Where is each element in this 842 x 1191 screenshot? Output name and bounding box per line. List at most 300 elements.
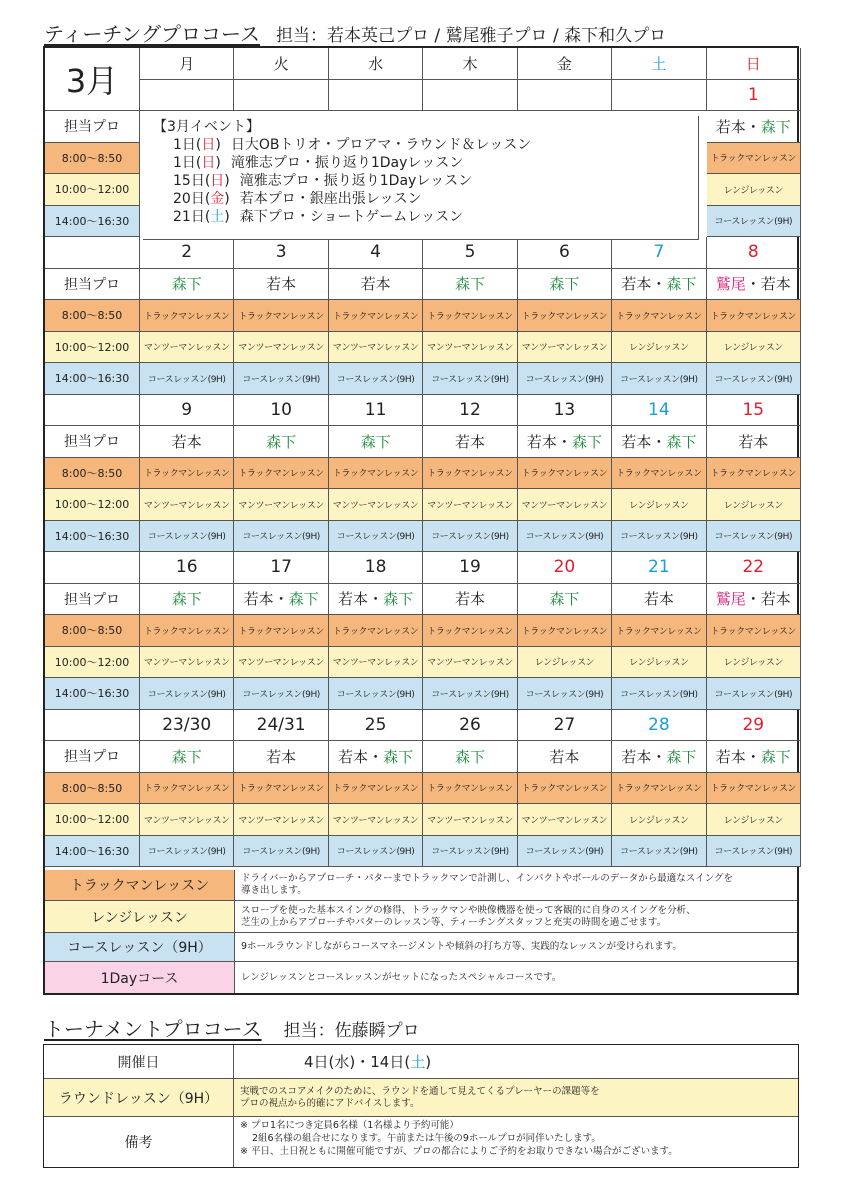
pro-separator: ・ [745, 275, 761, 294]
lesson-slot[interactable]: コースレッスン(9H) [140, 521, 234, 553]
row-label-pro: 担当プロ [45, 584, 140, 616]
lesson-slot[interactable]: マンツーマンレッスン [518, 332, 612, 364]
lesson-slot[interactable]: マンツーマンレッスン [140, 804, 234, 836]
pro-name: 若本 [621, 432, 652, 451]
day-number: 9 [140, 395, 234, 427]
row-label-slot3: 14:00～16:30 [45, 206, 140, 238]
lesson-slot[interactable]: マンツーマンレッスン [329, 804, 423, 836]
round-desc-line: 実戦でのスコアメイクのために、ラウンドを通して見えてくるプレーヤーの課題等を [240, 1085, 600, 1097]
lesson-slot[interactable]: コースレッスン(9H) [707, 363, 801, 395]
lesson-slot[interactable]: コースレッスン(9H) [423, 836, 517, 868]
lesson-slot[interactable]: コースレッスン(9H) [423, 678, 517, 710]
day-number: 21 [612, 552, 706, 584]
pro-separator: ・ [651, 747, 667, 766]
monthly-schedule-table [43, 46, 799, 995]
legend-name: レンジレッスン [45, 901, 235, 932]
pro-name: 森下 [383, 590, 414, 609]
event-dow: 日 [201, 137, 216, 153]
lesson-slot[interactable]: トラックマンレッスン [707, 300, 801, 332]
lesson-slot[interactable]: レンジレッスン [612, 647, 706, 679]
lesson-slot[interactable]: トラックマンレッスン [234, 458, 328, 490]
day-number: 7 [612, 237, 706, 269]
lesson-slot[interactable]: マンツーマンレッスン [423, 332, 517, 364]
pro-name: 森下 [454, 747, 485, 766]
tournament-table [43, 1044, 799, 1168]
lesson-slot[interactable]: コースレッスン(9H) [423, 521, 517, 553]
row-label-slot2: 10:00～12:00 [45, 804, 140, 836]
lesson-slot[interactable]: トラックマンレッスン [140, 458, 234, 490]
month-label: 3月 [45, 48, 140, 111]
lesson-slot[interactable]: コースレッスン(9H) [140, 836, 234, 868]
pro-name: 若本 [454, 590, 485, 609]
event-item: 1日(日) 日大OBトリオ・プロアマ・ラウンド＆レッスン [173, 137, 532, 153]
assigned-pro [329, 269, 423, 301]
pro-name: 若本 [760, 590, 791, 609]
pro-name: 森下 [760, 117, 791, 136]
pro-separator: ・ [651, 432, 667, 451]
tournament-course-title: トーナメントプロコース [44, 1017, 262, 1041]
day-row-label [45, 395, 140, 427]
event-item: 20日(金) 若本プロ・銀座出張レッスン [173, 191, 422, 207]
assigned-pro [329, 426, 423, 458]
assigned-pro [707, 269, 801, 301]
day-number: 2 [140, 237, 234, 269]
tournament-date-close: ) [425, 1052, 432, 1071]
event-text: 森下プロ・ショートゲームレッスン [239, 209, 464, 225]
lesson-slot[interactable]: コースレッスン(9H) [518, 521, 612, 553]
tournament-date-row [44, 1045, 798, 1079]
events-list [153, 136, 698, 226]
lesson-slot[interactable]: トラックマンレッスン [707, 458, 801, 490]
lesson-slot[interactable]: レンジレッスン [612, 489, 706, 521]
tournament-staff: 担当：佐藤瞬プロ [283, 1021, 420, 1041]
events-heading: 【3月イベント】 [153, 119, 260, 135]
row-label-slot1: 8:00～8:50 [45, 773, 140, 805]
day-empty [423, 80, 517, 112]
lesson-slot[interactable]: マンツーマンレッスン [329, 489, 423, 521]
assigned-pro [423, 584, 517, 616]
lesson-slot[interactable]: コースレッスン(9H) [518, 363, 612, 395]
assigned-pro [518, 426, 612, 458]
row-label-slot1: 8:00～8:50 [45, 458, 140, 490]
pro-name: 森下 [171, 275, 202, 294]
row-label-slot3: 14:00～16:30 [45, 521, 140, 553]
lesson-slot[interactable]: レンジレッスン [612, 332, 706, 364]
pro-name: 森下 [383, 747, 414, 766]
assigned-pro [234, 741, 328, 773]
row-label-pro: 担当プロ [45, 426, 140, 458]
lesson-slot[interactable]: トラックマンレッスン [612, 773, 706, 805]
assigned-pro [518, 584, 612, 616]
day-empty [234, 80, 328, 112]
lesson-slot[interactable]: マンツーマンレッスン [329, 647, 423, 679]
lesson-slot[interactable]: コースレッスン(9H) [707, 678, 801, 710]
lesson-slot[interactable]: トラックマンレッスン [234, 615, 328, 647]
day-row-label [45, 710, 140, 742]
pro-name: 森下 [666, 747, 697, 766]
assigned-pro [329, 741, 423, 773]
lesson-slot[interactable]: マンツーマンレッスン [234, 332, 328, 364]
day-number: 5 [423, 237, 517, 269]
tournament-title-block [44, 1013, 420, 1042]
legend-desc-line: 芝生の上からアプローチやパターのレッスン等、ティーチングスタッフと充実の時間を過ごせます。 [241, 916, 667, 928]
pro-name: 若本 [621, 275, 652, 294]
legend-row [45, 901, 797, 933]
day-number: 24/31 [234, 710, 328, 742]
day-number: 20 [518, 552, 612, 584]
lesson-slot[interactable]: トラックマンレッスン [234, 773, 328, 805]
note-line: ※ 平日、土日祝ともに開催可能ですが、プロの都合によりご予約をお取りできない場合がございます。 [240, 1146, 678, 1157]
row-label-slot3: 14:00～16:30 [45, 836, 140, 868]
tournament-notes-label: 備考 [44, 1117, 234, 1167]
day-empty [140, 80, 234, 112]
lesson-slot[interactable]: レンジレッスン [707, 174, 801, 206]
lesson-slot[interactable]: トラックマンレッスン [140, 773, 234, 805]
lesson-slot[interactable]: レンジレッスン [707, 332, 801, 364]
pro-separator: ・ [745, 590, 761, 609]
weekday-header-6: 土 [612, 48, 706, 80]
day-empty [329, 80, 423, 112]
lesson-slot[interactable]: マンツーマンレッスン [423, 804, 517, 836]
lesson-slot[interactable]: コースレッスン(9H) [234, 678, 328, 710]
teaching-course-title: ティーチングプロコース [44, 22, 260, 46]
row-label-pro: 担当プロ [45, 741, 140, 773]
day-number: 4 [329, 237, 423, 269]
lesson-slot[interactable]: トラックマンレッスン [518, 458, 612, 490]
legend-name: 1Dayコース [45, 962, 235, 993]
legend-desc [235, 962, 797, 993]
tournament-date-text: 4日(水)・14日( [304, 1053, 411, 1071]
pro-name: 森下 [266, 432, 297, 451]
assigned-pro [707, 111, 801, 143]
lesson-slot[interactable]: マンツーマンレッスン [518, 489, 612, 521]
lesson-slot[interactable]: レンジレッスン [612, 804, 706, 836]
assigned-pro [612, 426, 706, 458]
event-text: 滝雅志プロ・振り返り1Dayレッスン [239, 173, 473, 189]
assigned-pro [707, 584, 801, 616]
lesson-slot[interactable]: コースレッスン(9H) [612, 521, 706, 553]
pro-name: 若本 [338, 747, 369, 766]
lesson-slot[interactable]: コースレッスン(9H) [140, 678, 234, 710]
assigned-pro [234, 426, 328, 458]
day-number: 12 [423, 395, 517, 427]
lesson-slot[interactable]: レンジレッスン [518, 647, 612, 679]
weekday-header-3: 水 [329, 48, 423, 80]
pro-name: 若本 [738, 432, 769, 451]
day-number: 19 [423, 552, 517, 584]
day-number: 29 [707, 710, 801, 742]
lesson-slot[interactable]: レンジレッスン [707, 489, 801, 521]
lesson-slot[interactable]: レンジレッスン [707, 804, 801, 836]
row-label-slot1: 8:00～8:50 [45, 615, 140, 647]
day-row-label [45, 552, 140, 584]
pro-name: 鷲尾 [715, 590, 746, 609]
lesson-slot[interactable]: コースレッスン(9H) [329, 678, 423, 710]
assigned-pro [612, 269, 706, 301]
lesson-slot[interactable]: マンツーマンレッスン [234, 489, 328, 521]
lesson-slot[interactable]: コースレッスン(9H) [707, 206, 801, 238]
lesson-slot[interactable]: トラックマンレッスン [329, 615, 423, 647]
tournament-round-desc [234, 1079, 798, 1116]
lesson-slot[interactable]: トラックマンレッスン [518, 615, 612, 647]
lesson-slot[interactable]: マンツーマンレッスン [234, 804, 328, 836]
pro-separator: ・ [651, 275, 667, 294]
event-item: 21日(土) 森下プロ・ショートゲームレッスン [173, 209, 464, 225]
day-empty [518, 80, 612, 112]
event-date: 1日 [173, 137, 196, 153]
lesson-slot[interactable]: コースレッスン(9H) [329, 521, 423, 553]
pro-name: 若本 [760, 275, 791, 294]
tournament-round-label: ラウンドレッスン（9H） [44, 1079, 234, 1116]
legend-desc-line: スロープを使った基本スイングの修得、トラックマンや映像機器を使って客観的に自身のスイングを分析、 [241, 904, 696, 916]
lesson-slot[interactable]: コースレッスン(9H) [329, 836, 423, 868]
pro-name: 若本 [360, 275, 391, 294]
legend-desc [235, 901, 797, 932]
day-number: 26 [423, 710, 517, 742]
pro-name: 森下 [171, 747, 202, 766]
pro-name: 若本 [243, 590, 274, 609]
weekday-header-7: 日 [707, 48, 801, 80]
lesson-slot[interactable]: コースレッスン(9H) [234, 836, 328, 868]
tournament-notes-row [44, 1117, 798, 1167]
pro-separator: ・ [745, 117, 761, 136]
day-row-label [45, 237, 140, 269]
assigned-pro [234, 584, 328, 616]
event-text: 滝雅志プロ・振り返り1Dayレッスン [230, 155, 464, 171]
legend-desc-line: レンジレッスンとコースレッスンがセットになったスペシャルコースです。 [241, 971, 562, 983]
lesson-slot[interactable]: トラックマンレッスン [423, 300, 517, 332]
weekday-header-4: 木 [423, 48, 517, 80]
legend-row [45, 962, 797, 993]
legend-desc-line: ドライバーからアプローチ・パターまでトラックマンで計測し、インパクトやボールのデータから最適なスイングを [241, 873, 733, 884]
lesson-slot[interactable]: コースレッスン(9H) [612, 678, 706, 710]
event-date: 15日 [173, 173, 205, 189]
day-number: 23/30 [140, 710, 234, 742]
day-number: 18 [329, 552, 423, 584]
legend-desc [235, 870, 797, 900]
lesson-slot[interactable]: コースレッスン(9H) [329, 363, 423, 395]
day-number: 10 [234, 395, 328, 427]
pro-name: 若本 [715, 117, 746, 136]
lesson-slot[interactable]: マンツーマンレッスン [518, 804, 612, 836]
lesson-slot[interactable]: トラックマンレッスン [329, 773, 423, 805]
day-number: 3 [234, 237, 328, 269]
lesson-slot[interactable]: コースレッスン(9H) [518, 678, 612, 710]
lesson-slot[interactable]: トラックマンレッスン [423, 458, 517, 490]
event-dow: 日 [201, 155, 216, 171]
pro-name: 森下 [171, 590, 202, 609]
lesson-slot[interactable]: コースレッスン(9H) [612, 836, 706, 868]
assigned-pro [423, 269, 517, 301]
teaching-staff: 担当：若本英己プロ / 鷲尾雅子プロ / 森下和久プロ [276, 26, 667, 46]
assigned-pro [518, 269, 612, 301]
teaching-title-block [44, 18, 666, 47]
row-label-slot2: 10:00～12:00 [45, 489, 140, 521]
pro-name: 森下 [666, 432, 697, 451]
pro-name: 森下 [571, 432, 602, 451]
note-line: ※ プロ1名につき定員6名様（1名様より予約可能） [240, 1120, 459, 1131]
pro-name: 若本 [526, 432, 557, 451]
pro-name: 森下 [549, 275, 580, 294]
pro-name: 若本 [621, 747, 652, 766]
event-date: 1日 [173, 155, 196, 171]
day-number: 14 [612, 395, 706, 427]
row-label-slot1: 8:00～8:50 [45, 143, 140, 175]
day-number: 6 [518, 237, 612, 269]
day-number: 16 [140, 552, 234, 584]
row-label-slot2: 10:00～12:00 [45, 174, 140, 206]
lesson-slot[interactable]: マンツーマンレッスン [423, 489, 517, 521]
pro-name: 森下 [360, 432, 391, 451]
day-number: 8 [707, 237, 801, 269]
assigned-pro [140, 269, 234, 301]
weekday-header-5: 金 [518, 48, 612, 80]
lesson-slot[interactable]: マンツーマンレッスン [140, 489, 234, 521]
assigned-pro [140, 741, 234, 773]
row-label-slot2: 10:00～12:00 [45, 647, 140, 679]
pro-name: 若本 [266, 747, 297, 766]
day-number: 15 [707, 395, 801, 427]
event-item: 1日(日) 滝雅志プロ・振り返り1Dayレッスン [173, 155, 464, 171]
tournament-round-row [44, 1079, 798, 1117]
assigned-pro [707, 741, 801, 773]
day-number: 27 [518, 710, 612, 742]
row-label-slot2: 10:00～12:00 [45, 332, 140, 364]
pro-name: 森下 [760, 747, 791, 766]
legend-row [45, 933, 797, 962]
event-dow: 土 [210, 209, 225, 225]
pro-name: 鷲尾 [715, 275, 746, 294]
lesson-slot[interactable]: トラックマンレッスン [140, 615, 234, 647]
note-line: 2組6名様の組合せになります。午前または午後の9ホールプロが同伴いたします。 [252, 1133, 601, 1144]
legend-desc [235, 933, 797, 961]
day-number: 25 [329, 710, 423, 742]
lesson-slot[interactable]: マンツーマンレッスン [329, 332, 423, 364]
legend-desc-line: 導き出します。 [241, 885, 307, 896]
pro-separator: ・ [556, 432, 572, 451]
tournament-date-value [234, 1045, 798, 1078]
lesson-slot[interactable]: コースレッスン(9H) [707, 836, 801, 868]
lesson-slot[interactable]: コースレッスン(9H) [423, 363, 517, 395]
event-date: 20日 [173, 191, 205, 207]
day-number: 11 [329, 395, 423, 427]
pro-name: 森下 [549, 590, 580, 609]
round-desc-line: プロの視点から的確にアドバイスします。 [240, 1097, 420, 1109]
assigned-pro [707, 426, 801, 458]
assigned-pro [423, 741, 517, 773]
pro-name: 若本 [549, 747, 580, 766]
weekday-header-2: 火 [234, 48, 328, 80]
lesson-slot[interactable]: トラックマンレッスン [234, 300, 328, 332]
lesson-slot[interactable]: トラックマンレッスン [140, 300, 234, 332]
pro-name: 若本 [266, 275, 297, 294]
lesson-slot[interactable]: マンツーマンレッスン [140, 332, 234, 364]
event-text: 若本プロ・銀座出張レッスン [239, 191, 422, 207]
day-number: 28 [612, 710, 706, 742]
lesson-slot[interactable]: マンツーマンレッスン [234, 647, 328, 679]
lesson-slot[interactable]: トラックマンレッスン [612, 615, 706, 647]
lesson-slot[interactable]: トラックマンレッスン [707, 615, 801, 647]
lesson-slot[interactable]: トラックマンレッスン [612, 458, 706, 490]
row-label-slot3: 14:00～16:30 [45, 363, 140, 395]
tournament-date-label: 開催日 [44, 1045, 234, 1078]
lesson-slot[interactable]: トラックマンレッスン [707, 773, 801, 805]
pro-separator: ・ [368, 747, 384, 766]
assigned-pro [518, 741, 612, 773]
row-label-pro: 担当プロ [45, 111, 140, 143]
day-number: 13 [518, 395, 612, 427]
lesson-slot[interactable]: コースレッスン(9H) [707, 521, 801, 553]
lesson-slot[interactable]: マンツーマンレッスン [140, 647, 234, 679]
assigned-pro [140, 584, 234, 616]
pro-name: 若本 [338, 590, 369, 609]
lesson-slot[interactable]: マンツーマンレッスン [423, 647, 517, 679]
legend-desc-line: 9ホールラウンドしながらコースマネージメントや傾斜の打ち方等、実践的なレッスンが受けられます。 [241, 941, 682, 952]
lesson-slot[interactable]: コースレッスン(9H) [234, 521, 328, 553]
day-number: 17 [234, 552, 328, 584]
event-item: 15日(日) 滝雅志プロ・振り返り1Dayレッスン [173, 173, 473, 189]
lesson-slot[interactable]: レンジレッスン [707, 647, 801, 679]
day-number: 22 [707, 552, 801, 584]
legend-name: コースレッスン（9H） [45, 933, 235, 961]
assigned-pro [329, 584, 423, 616]
weekday-header-1: 月 [140, 48, 234, 80]
march-events-box [143, 116, 699, 240]
assigned-pro [612, 584, 706, 616]
pro-separator: ・ [745, 747, 761, 766]
event-dow: 金 [210, 191, 225, 207]
lesson-slot[interactable]: コースレッスン(9H) [234, 363, 328, 395]
assigned-pro [140, 426, 234, 458]
row-label-slot3: 14:00～16:30 [45, 678, 140, 710]
legend-row [45, 870, 797, 901]
row-label-pro: 担当プロ [45, 269, 140, 301]
lesson-slot[interactable]: トラックマンレッスン [423, 773, 517, 805]
pro-separator: ・ [273, 590, 289, 609]
pro-separator: ・ [368, 590, 384, 609]
lesson-slot[interactable]: トラックマンレッスン [329, 300, 423, 332]
lesson-slot[interactable]: トラックマンレッスン [423, 615, 517, 647]
pro-name: 若本 [171, 432, 202, 451]
lesson-slot[interactable]: コースレッスン(9H) [518, 836, 612, 868]
lesson-slot[interactable]: トラックマンレッスン [612, 300, 706, 332]
pro-name: 森下 [288, 590, 319, 609]
lesson-slot[interactable]: トラックマンレッスン [707, 143, 801, 175]
event-date: 21日 [173, 209, 205, 225]
lesson-slot[interactable]: トラックマンレッスン [518, 773, 612, 805]
lesson-slot[interactable]: トラックマンレッスン [518, 300, 612, 332]
pro-name: 森下 [454, 275, 485, 294]
day-empty [612, 80, 706, 112]
row-label-slot1: 8:00～8:50 [45, 300, 140, 332]
pro-name: 若本 [454, 432, 485, 451]
assigned-pro [612, 741, 706, 773]
tournament-date-saturday: 土 [410, 1053, 426, 1071]
lesson-slot[interactable]: コースレッスン(9H) [140, 363, 234, 395]
tournament-notes [240, 1119, 678, 1158]
event-dow: 日 [210, 173, 225, 189]
assigned-pro [234, 269, 328, 301]
pro-name: 森下 [666, 275, 697, 294]
pro-name: 若本 [643, 590, 674, 609]
assigned-pro [423, 426, 517, 458]
lesson-slot[interactable]: コースレッスン(9H) [612, 363, 706, 395]
pro-name: 若本 [715, 747, 746, 766]
event-text: 日大OBトリオ・プロアマ・ラウンド＆レッスン [230, 137, 532, 153]
day-number: 1 [707, 80, 801, 112]
legend-name: トラックマンレッスン [45, 870, 235, 900]
lesson-slot[interactable]: トラックマンレッスン [329, 458, 423, 490]
